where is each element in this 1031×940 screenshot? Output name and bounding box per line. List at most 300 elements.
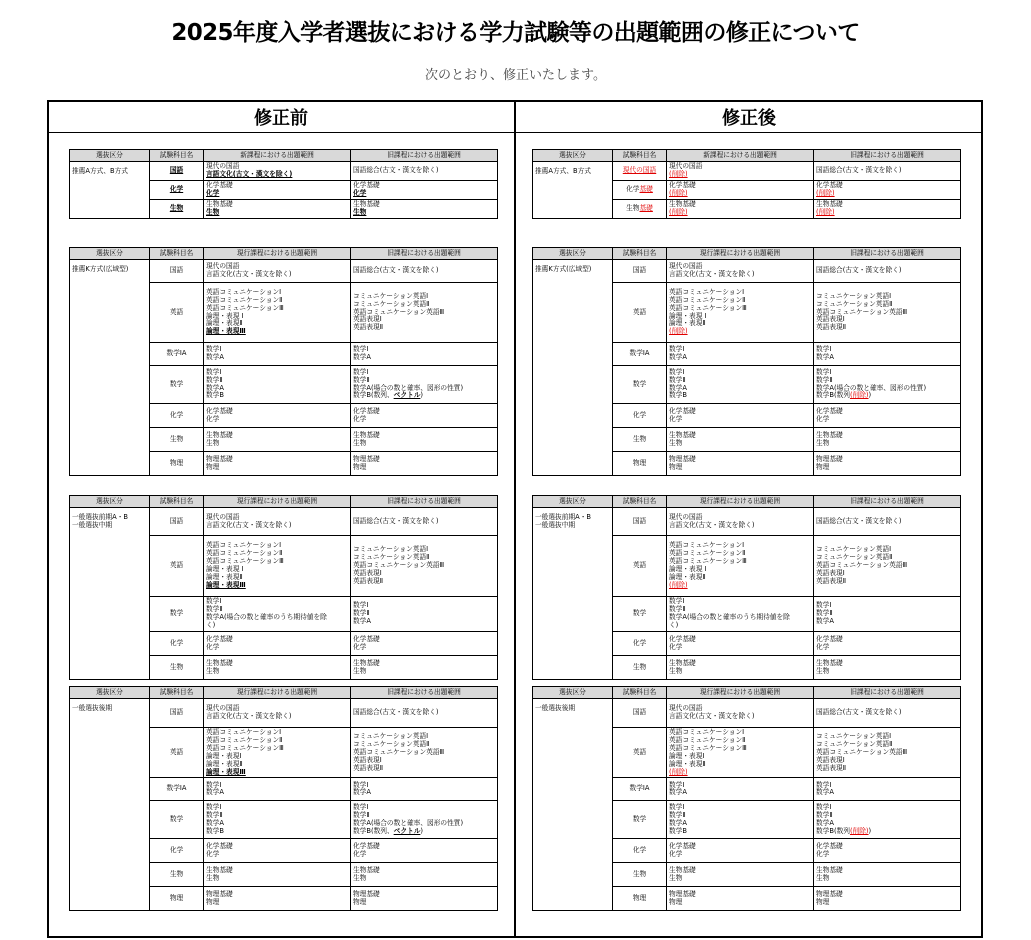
cell-text: 数学A bbox=[669, 788, 687, 797]
cell-line bbox=[816, 602, 958, 610]
exam-subject bbox=[613, 699, 667, 728]
cell-text: 数学 bbox=[632, 609, 647, 618]
deletion-mark: (削除) bbox=[669, 207, 688, 216]
current-curriculum-range bbox=[204, 863, 351, 887]
column-header: 旧課程における出題範囲 bbox=[814, 687, 961, 699]
exam-subject bbox=[150, 343, 204, 366]
selection-category bbox=[533, 699, 613, 911]
cell-text: 現代の国語 bbox=[206, 262, 240, 271]
cell-text: 論理・表現Ⅲ bbox=[206, 580, 246, 589]
cell-line bbox=[206, 875, 348, 883]
cell-line bbox=[206, 522, 348, 530]
column-header: 試験科目名 bbox=[613, 496, 667, 508]
cell-line bbox=[669, 761, 811, 769]
cell-text: 化学 bbox=[353, 188, 367, 197]
column-header: 試験科目名 bbox=[150, 248, 204, 260]
cell-text: 数学A bbox=[206, 353, 224, 361]
cell-text: 英語コミュニケーションⅡ bbox=[206, 549, 283, 558]
before-range-table bbox=[69, 686, 498, 911]
cell-text: 言語文化(古文・漢文を除く) bbox=[206, 712, 292, 720]
cell-text: 英語コミュニケーションⅠ bbox=[669, 541, 745, 550]
current-curriculum-range bbox=[204, 260, 351, 283]
cell-text: 物理 bbox=[169, 893, 184, 902]
cell-text: 現代の国語 bbox=[669, 262, 703, 271]
exam-subject bbox=[150, 283, 204, 343]
cell-text: 生物 bbox=[353, 666, 367, 675]
cell-text: コミュニケーション英語Ⅱ bbox=[353, 299, 430, 308]
cell-text: 化学 bbox=[206, 414, 220, 423]
cell-text: 数学Ⅱ bbox=[353, 609, 370, 618]
current-curriculum-range bbox=[667, 656, 814, 680]
column-header: 試験科目名 bbox=[150, 496, 204, 508]
before-range-table bbox=[69, 247, 498, 476]
cell-text: 化学 bbox=[353, 849, 367, 858]
header-row bbox=[70, 248, 498, 260]
cell-text: 論理・表現Ⅱ bbox=[206, 759, 243, 768]
old-curriculum-range bbox=[351, 656, 498, 680]
cell-text: 数学Ⅱ bbox=[669, 811, 686, 820]
table-row bbox=[533, 260, 961, 283]
cell-text: コミュニケーション英語Ⅰ bbox=[816, 291, 892, 300]
selection-category bbox=[533, 260, 613, 476]
cell-line bbox=[206, 582, 348, 590]
current-curriculum-range bbox=[204, 801, 351, 839]
cell-text: コミュニケーション英語Ⅱ bbox=[353, 739, 430, 748]
cell-line bbox=[206, 668, 348, 676]
cell-text: 言語文化(古文・漢文を除く) bbox=[669, 520, 755, 529]
current-curriculum-range bbox=[667, 452, 814, 476]
cell-text: 英語 bbox=[169, 561, 184, 570]
exam-subject bbox=[613, 428, 667, 452]
cell-text: 数学Ⅰ bbox=[669, 803, 685, 812]
cell-text: 生物 bbox=[632, 869, 647, 878]
selection-category bbox=[70, 260, 150, 476]
cell-text: 英語コミュニケーションⅡ bbox=[206, 295, 283, 304]
cell-text: 物理基礎 bbox=[353, 890, 380, 899]
cell-text: 生物基礎 bbox=[669, 199, 696, 208]
cell-line bbox=[353, 416, 495, 424]
deletion-mark: (削除) bbox=[816, 188, 835, 197]
cell-line bbox=[669, 867, 811, 875]
cell-line bbox=[816, 709, 958, 717]
current-curriculum-range bbox=[204, 343, 351, 366]
column-header-before: 修正前 bbox=[254, 108, 308, 129]
cell-text: 推薦A方式、B方式 bbox=[72, 167, 128, 175]
cell-line bbox=[669, 812, 811, 820]
page-subtitle: 次のとおり、修正いたします。 bbox=[425, 68, 606, 83]
cell-line bbox=[669, 408, 811, 416]
cell-line bbox=[669, 182, 811, 190]
cell-line bbox=[353, 432, 495, 440]
current-curriculum-range bbox=[667, 199, 814, 218]
cell-line bbox=[669, 328, 811, 336]
exam-subject bbox=[613, 597, 667, 632]
exam-subject bbox=[150, 863, 204, 887]
cell-line bbox=[816, 369, 958, 377]
cell-line bbox=[206, 440, 348, 448]
cell-line bbox=[353, 660, 495, 668]
header-row bbox=[533, 248, 961, 260]
old-curriculum-range bbox=[351, 452, 498, 476]
cell-line bbox=[206, 456, 348, 464]
cell-text: 生物基礎 bbox=[816, 199, 843, 208]
cell-text: 数学B bbox=[669, 391, 687, 400]
cell-line bbox=[206, 660, 348, 668]
current-curriculum-range bbox=[204, 887, 351, 911]
cell-line bbox=[669, 598, 811, 606]
old-curriculum-range bbox=[814, 343, 961, 366]
cell-text: 数学Ⅰ bbox=[669, 780, 685, 789]
cell-text: 生物 bbox=[669, 438, 683, 447]
cell-line bbox=[669, 440, 811, 448]
cell-line bbox=[669, 582, 811, 590]
cell-text: 数学A bbox=[206, 818, 224, 827]
cell-text: 化学 bbox=[169, 184, 184, 193]
deletion-mark: (削除) bbox=[849, 826, 869, 835]
cell-text: 生物基礎 bbox=[206, 430, 233, 439]
current-curriculum-range bbox=[667, 428, 814, 452]
cell-line bbox=[206, 271, 348, 279]
cell-text: コミュニケーション英語Ⅱ bbox=[816, 299, 893, 308]
cell-text: 英語 bbox=[632, 747, 647, 756]
cell-line bbox=[816, 899, 958, 907]
table-row bbox=[70, 699, 498, 728]
column-header: 旧課程における出題範囲 bbox=[814, 496, 961, 508]
cell-text: 英語コミュニケーションⅢ bbox=[669, 743, 747, 752]
deletion-mark: 現代の国語 bbox=[622, 165, 657, 174]
cell-text: 数学Ⅱ bbox=[816, 609, 833, 618]
cell-text: 英語コミュニケーション英語Ⅲ bbox=[816, 307, 908, 316]
cell-text: 化学 bbox=[206, 849, 220, 858]
old-curriculum-range bbox=[814, 404, 961, 428]
cell-text: 生物 bbox=[169, 203, 184, 212]
cell-text: 数学Ⅰ bbox=[669, 367, 685, 376]
cell-text: 数学ⅠA bbox=[629, 784, 650, 793]
cell-text: 数学 bbox=[632, 814, 647, 823]
old-curriculum-range bbox=[351, 887, 498, 911]
cell-text: 英語コミュニケーションⅢ bbox=[669, 303, 747, 312]
current-curriculum-range bbox=[204, 366, 351, 404]
cell-text: 数学Ⅰ bbox=[206, 780, 222, 789]
current-curriculum-range bbox=[204, 597, 351, 632]
current-curriculum-range bbox=[667, 839, 814, 863]
cell-line bbox=[353, 190, 495, 198]
current-curriculum-range bbox=[204, 199, 351, 218]
cell-line bbox=[206, 392, 348, 400]
after-range-table bbox=[532, 686, 961, 911]
current-curriculum-range bbox=[204, 283, 351, 343]
cell-text: コミュニケーション英語Ⅱ bbox=[816, 739, 893, 748]
exam-subject bbox=[613, 162, 667, 181]
current-curriculum-range bbox=[204, 778, 351, 801]
cell-line bbox=[353, 182, 495, 190]
cell-line bbox=[816, 432, 958, 440]
cell-line bbox=[669, 190, 811, 198]
cell-text: 化学 bbox=[206, 188, 220, 197]
cell-text: 数学 bbox=[632, 379, 647, 388]
cell-line bbox=[816, 354, 958, 362]
old-curriculum-range bbox=[351, 283, 498, 343]
cell-line bbox=[669, 432, 811, 440]
cell-text: 生物 bbox=[816, 666, 830, 675]
cell-line bbox=[669, 171, 811, 179]
cell-line bbox=[669, 875, 811, 883]
cell-line bbox=[535, 705, 610, 713]
cell-text: 英語コミュニケーション英語Ⅲ bbox=[816, 747, 908, 756]
cell-line bbox=[353, 782, 495, 790]
old-curriculum-range bbox=[814, 536, 961, 597]
selection-category bbox=[533, 508, 613, 680]
deletion-mark: (削除) bbox=[849, 391, 869, 400]
cell-line bbox=[816, 828, 958, 836]
cell-text: 化学基礎 bbox=[206, 842, 233, 851]
column-divider bbox=[514, 100, 516, 938]
cell-line bbox=[816, 782, 958, 790]
cell-line bbox=[353, 804, 495, 812]
cell-text: 英語コミュニケーション英語Ⅲ bbox=[353, 561, 445, 570]
cell-line bbox=[206, 804, 348, 812]
column-header: 現行課程における出題範囲 bbox=[204, 687, 351, 699]
cell-text: 生物 bbox=[206, 207, 220, 216]
cell-text: 英語 bbox=[169, 307, 184, 316]
cell-text: 論理・表現Ⅱ bbox=[206, 319, 243, 328]
cell-line bbox=[669, 377, 811, 385]
cell-text: 生物基礎 bbox=[669, 658, 696, 667]
cell-text: 数学ⅠA bbox=[166, 349, 187, 358]
cell-line bbox=[816, 267, 958, 275]
cell-text: 数学A bbox=[816, 616, 834, 625]
cell-text: 物理 bbox=[816, 897, 830, 906]
cell-text: 論理・表現 Ⅰ bbox=[206, 311, 244, 320]
old-curriculum-range bbox=[351, 699, 498, 728]
cell-line bbox=[353, 518, 495, 526]
cell-line bbox=[669, 782, 811, 790]
column-header: 現行課程における出題範囲 bbox=[204, 496, 351, 508]
cell-text: 英語コミュニケーション英語Ⅲ bbox=[353, 307, 445, 316]
old-curriculum-range bbox=[814, 452, 961, 476]
exam-subject bbox=[150, 728, 204, 778]
cell-text: 数学B bbox=[669, 826, 687, 835]
old-curriculum-range bbox=[814, 283, 961, 343]
current-curriculum-range bbox=[667, 699, 814, 728]
exam-subject bbox=[613, 632, 667, 656]
cell-text: 数学Ⅰ bbox=[206, 597, 222, 606]
cell-text: 論理・表現Ⅱ bbox=[669, 319, 706, 328]
cell-text: 化学 bbox=[206, 642, 220, 651]
cell-text: 化学 bbox=[353, 642, 367, 651]
old-curriculum-range bbox=[814, 887, 961, 911]
column-header: 旧課程における出題範囲 bbox=[814, 248, 961, 260]
exam-subject bbox=[613, 508, 667, 536]
cell-line bbox=[353, 209, 495, 217]
cell-text: 数学Ⅰ bbox=[816, 780, 832, 789]
cell-line bbox=[816, 440, 958, 448]
cell-text: 数学A bbox=[816, 818, 834, 827]
cell-line bbox=[72, 168, 147, 176]
cell-line bbox=[353, 464, 495, 472]
cell-line bbox=[816, 324, 958, 332]
cell-text: ) bbox=[420, 826, 423, 835]
cell-text: 数学Ⅱ bbox=[669, 605, 686, 614]
current-curriculum-range bbox=[204, 180, 351, 199]
exam-subject bbox=[150, 508, 204, 536]
cell-line bbox=[816, 644, 958, 652]
cell-line bbox=[816, 812, 958, 820]
cell-text: 化学 bbox=[816, 849, 830, 858]
header-row bbox=[70, 150, 498, 162]
cell-line bbox=[816, 610, 958, 618]
cell-text: 化学基礎 bbox=[669, 180, 696, 189]
old-curriculum-range bbox=[814, 162, 961, 181]
cell-line bbox=[669, 899, 811, 907]
cell-text: 化学基礎 bbox=[206, 634, 233, 643]
cell-text: 国語総合(古文・漢文を除く) bbox=[816, 165, 902, 174]
cell-line bbox=[206, 769, 348, 777]
cell-line bbox=[353, 602, 495, 610]
cell-line bbox=[816, 636, 958, 644]
cell-line bbox=[816, 201, 958, 209]
cell-text: 英語表現Ⅱ bbox=[353, 763, 384, 772]
cell-text: 生物 bbox=[169, 434, 184, 443]
cell-text: 数学ⅠA bbox=[166, 784, 187, 793]
cell-text: ) bbox=[868, 391, 872, 400]
column-header: 選抜区分 bbox=[70, 150, 150, 162]
exam-subject bbox=[613, 199, 667, 218]
selection-category bbox=[70, 699, 150, 911]
after-range-table bbox=[532, 247, 961, 476]
cell-text: 化学 bbox=[169, 638, 184, 647]
current-curriculum-range bbox=[204, 162, 351, 181]
current-curriculum-range bbox=[667, 508, 814, 536]
cell-line bbox=[816, 804, 958, 812]
old-curriculum-range bbox=[814, 656, 961, 680]
cell-line bbox=[816, 765, 958, 773]
cell-line bbox=[353, 851, 495, 859]
old-curriculum-range bbox=[814, 728, 961, 778]
old-curriculum-range bbox=[351, 597, 498, 632]
column-header: 試験科目名 bbox=[613, 248, 667, 260]
cell-line bbox=[669, 385, 811, 393]
cell-text: 推薦K方式(広域型) bbox=[535, 265, 592, 273]
exam-subject bbox=[613, 452, 667, 476]
cell-line bbox=[206, 636, 348, 644]
old-curriculum-range bbox=[351, 343, 498, 366]
old-curriculum-range bbox=[351, 839, 498, 863]
cell-line bbox=[669, 456, 811, 464]
cell-line bbox=[669, 851, 811, 859]
cell-text: 推薦A方式、B方式 bbox=[535, 167, 591, 175]
cell-line bbox=[206, 209, 348, 217]
current-curriculum-range bbox=[667, 180, 814, 199]
cell-text: 国語総合(古文・漢文を除く) bbox=[353, 165, 439, 174]
cell-text: 化学 bbox=[626, 184, 640, 193]
exam-subject bbox=[150, 801, 204, 839]
deletion-mark: (削除) bbox=[669, 169, 688, 178]
cell-text: 物理 bbox=[632, 458, 647, 467]
before-range-table bbox=[69, 495, 498, 680]
cell-text: 生物基礎 bbox=[206, 866, 233, 875]
current-curriculum-range bbox=[667, 366, 814, 404]
cell-line bbox=[353, 843, 495, 851]
cell-text: 化学基礎 bbox=[669, 634, 696, 643]
cell-text: 生物基礎 bbox=[816, 658, 843, 667]
cell-text: 一般選抜後期 bbox=[535, 704, 576, 712]
cell-text: 化学 bbox=[169, 410, 184, 419]
cell-text: 英語コミュニケーションⅡ bbox=[669, 735, 746, 744]
table-row bbox=[70, 508, 498, 536]
cell-text: 英語 bbox=[632, 307, 647, 316]
column-header: 旧課程における出題範囲 bbox=[351, 496, 498, 508]
cell-line bbox=[353, 346, 495, 354]
cell-text: 数学Ⅰ bbox=[816, 803, 832, 812]
cell-line bbox=[816, 182, 958, 190]
cell-text: 国語 bbox=[632, 516, 647, 525]
cell-line bbox=[206, 408, 348, 416]
table-row bbox=[533, 699, 961, 728]
cell-text: 数学A(場合の数と確率、図形の性質) bbox=[816, 383, 927, 392]
cell-line bbox=[669, 614, 811, 622]
cell-text: 論理・表現 Ⅰ bbox=[669, 565, 707, 573]
cell-line bbox=[669, 713, 811, 721]
cell-line bbox=[669, 271, 811, 279]
old-curriculum-range bbox=[814, 863, 961, 887]
cell-text: 数学Ⅰ bbox=[353, 345, 369, 354]
exam-subject bbox=[150, 597, 204, 632]
cell-text: 現代の国語 bbox=[669, 704, 703, 713]
cell-text: 生物 bbox=[669, 873, 683, 882]
cell-text: 数学A bbox=[353, 616, 371, 625]
cell-text: 英語コミュニケーションⅢ bbox=[206, 557, 284, 566]
table-row bbox=[70, 162, 498, 181]
table-row bbox=[533, 162, 961, 181]
cell-line bbox=[816, 668, 958, 676]
old-curriculum-range bbox=[351, 162, 498, 181]
cell-line bbox=[206, 201, 348, 209]
cell-line bbox=[669, 354, 811, 362]
cell-text: 化学基礎 bbox=[353, 634, 380, 643]
exam-subject bbox=[613, 536, 667, 597]
cell-text: 英語 bbox=[169, 747, 184, 756]
table-row bbox=[70, 260, 498, 283]
cell-text: 言語文化(古文・漢文を除く) bbox=[206, 169, 293, 178]
cell-text: 国語総合(古文・漢文を除く) bbox=[353, 266, 439, 275]
current-curriculum-range bbox=[667, 863, 814, 887]
cell-line bbox=[206, 899, 348, 907]
exam-subject bbox=[150, 162, 204, 181]
column-header: 選抜区分 bbox=[70, 687, 150, 699]
cell-text: 数学Ⅰ bbox=[669, 345, 685, 354]
old-curriculum-range bbox=[351, 632, 498, 656]
column-header: 選抜区分 bbox=[533, 248, 613, 260]
header-row bbox=[533, 150, 961, 162]
cell-text: 生物基礎 bbox=[353, 199, 380, 208]
column-header: 選抜区分 bbox=[533, 496, 613, 508]
cell-line bbox=[353, 201, 495, 209]
cell-line bbox=[669, 392, 811, 400]
deletion-mark: (削除) bbox=[669, 580, 688, 589]
cell-line bbox=[816, 464, 958, 472]
cell-text: 生物基礎 bbox=[353, 658, 380, 667]
old-curriculum-range bbox=[351, 366, 498, 404]
cell-line bbox=[353, 891, 495, 899]
cell-text: 英語コミュニケーションⅠ bbox=[206, 728, 282, 736]
cell-text: 生物 bbox=[632, 434, 647, 443]
cell-line bbox=[669, 804, 811, 812]
exam-subject bbox=[613, 728, 667, 778]
current-curriculum-range bbox=[667, 778, 814, 801]
cell-line bbox=[816, 578, 958, 586]
after-range-table bbox=[532, 149, 961, 219]
